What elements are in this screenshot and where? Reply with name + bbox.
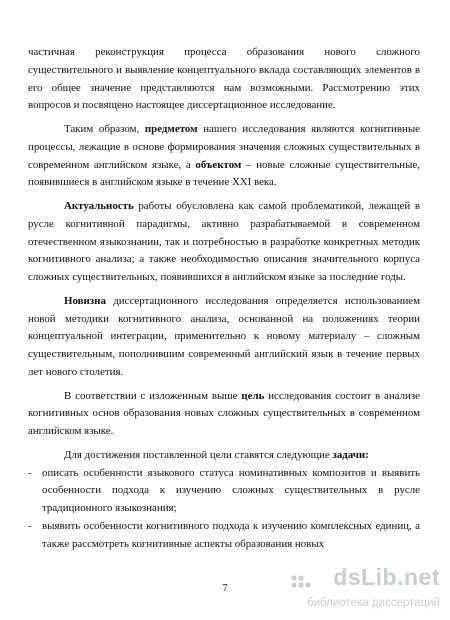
paragraph-text: В соответствии с изложенным выше [64, 389, 242, 402]
term-subject: предметом [144, 123, 198, 135]
paragraph-intro [28, 44, 420, 115]
paragraph-subject-object [28, 121, 420, 192]
list-item [28, 465, 420, 518]
paragraph-text: – новые сложные существительные, появившиеся в английском языке в течение XXI века. [28, 158, 420, 189]
paragraph-text: Таким образом, [64, 123, 145, 135]
paragraph-goal [28, 388, 420, 441]
page-number: 7 [222, 583, 228, 594]
paragraph-text: работы обусловлена как самой проблематикой, лежащей в русле когнитивной парадигмы, активно разрабатываемой в современном отечественном языкознании, так и потребностью в разработке конкретных методик когнитивного анализа; а также необходимостью описания значительного корпуса сложных существительных, появившихся в английском языке за последние годы. [28, 200, 420, 283]
document-body [28, 44, 420, 553]
term-relevance: Актуальность [64, 200, 134, 212]
term-object: объектом [195, 158, 242, 171]
paragraph-text: нашего исследования являются когнитивные процессы, лежащие в основе формирования значения сложных существительных в современном английском языке, а [28, 123, 421, 171]
paragraph-text: исследования состоит в анализе когнитивных основ образования новых сложных существительных в современном английском языке. [28, 389, 420, 437]
watermark-subtitle: библиотека диссертаций [307, 597, 440, 609]
term-goal: цель [241, 389, 265, 402]
term-novelty: Новизна [64, 294, 106, 307]
term-tasks: задачи: [332, 448, 369, 461]
watermark-dots-icon [290, 574, 312, 592]
paragraph-tasks [28, 447, 420, 465]
paragraph-novelty [28, 293, 420, 382]
list-item-text: выявить особенности когнитивного подхода к изучению комплексных единиц, а также рассмотреть когнитивные аспекты образования новых [42, 519, 420, 550]
watermark-logo: dsLib.net [333, 564, 440, 590]
list-marker: - [28, 466, 32, 479]
list-marker: - [28, 519, 32, 532]
list-item [28, 518, 420, 554]
paragraph-relevance [28, 198, 420, 287]
watermark [290, 564, 440, 614]
paragraph-text: диссертационного исследования определяется использованием новой методики когнитивного анализа, основанной на положениях теории концептуальной интеграции, применительно к новому материалу – сложным существительным, пополнившим современный английский язык в течение первых лет нового столетия. [28, 294, 420, 378]
paragraph-text: Для достижения поставленной цели ставятся следующие [64, 448, 333, 461]
paragraph-text: частичная реконструкция процесса образования нового сложного существительного и выявление концептуального вклада составляющих элементов в его общее значение представляются нам возможными. Рассмотрению этих вопросов и посвящено настоящее диссертационное исследование. [28, 46, 420, 112]
list-item-text: описать особенности языкового статуса номинативных композитов и выявить особенности подхода к изучению сложных существительных в русле традиционного языкознания; [42, 466, 420, 514]
